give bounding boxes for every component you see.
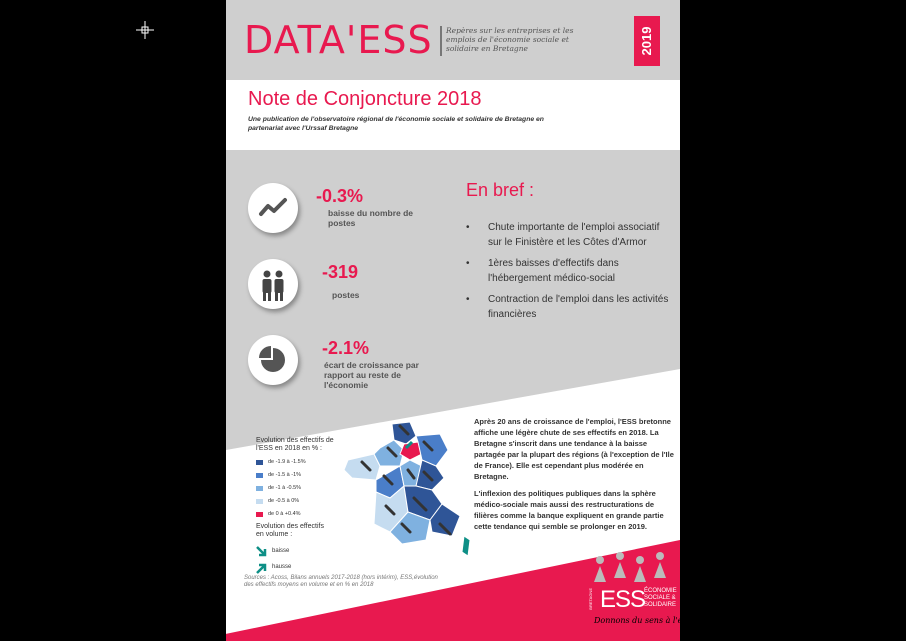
ess-logo-region: BRETAGNE (588, 588, 593, 610)
legend-swatch (256, 499, 263, 504)
analysis-paragraph: L'inflexion des politiques publiques dans la sphère médico-sociale mais aussi des restructurations de filières comme la banque expliquent en grande partie cette tendance qui semble se prolonger en 2019. (474, 489, 664, 531)
legend-volume-label: hausse (272, 564, 292, 570)
legend-label: de -1.9 à -1.5% (268, 459, 306, 465)
trend-down-icon (248, 183, 298, 233)
list-item: • 1ères baisses d'effectifs dans l'hébergement médico-social (466, 256, 671, 286)
logo-divider (440, 26, 442, 56)
legend-swatch (256, 486, 263, 491)
list-item: • Contraction de l'emploi dans les activités financières (466, 292, 671, 322)
legend-volume-label: baisse (272, 548, 290, 554)
ess-bretagne-logo (586, 548, 717, 638)
map-region-corse (462, 536, 470, 556)
logo-tagline: Repères sur les entreprises et les emplois de l'économie sociale et solidaire en Bretagne (446, 26, 574, 53)
ess-logo-subtext: ÉCONOMIE SOCIALE & SOLIDAIRE (644, 588, 677, 608)
document-page (226, 0, 717, 641)
crosshair-cursor-icon (136, 21, 154, 39)
header-band (226, 0, 680, 80)
year-badge (634, 16, 660, 66)
legend-volume-title: Evolution des effectifs en volume : (256, 523, 324, 538)
year-label: 2019 (639, 26, 654, 56)
pie-chart-icon (248, 335, 298, 385)
page-subtitle: Une publication de l'observatoire régional de l'économie sociale et solidaire de Bretagne en partenariat avec l'Urssaf Bretagne (248, 116, 544, 132)
ess-logo-slogan: Donnons du sens à l'économie (594, 616, 717, 625)
en-bref-list (466, 220, 671, 328)
list-item: • Chute importante de l'emploi associatif sur le Finistère et les Côtes d'Armor (466, 220, 671, 250)
dataess-logo: DATA'ESS (244, 18, 433, 62)
legend-title: Evolution des effectifs de l'ESS en 2018 en % : (256, 437, 334, 452)
legend-label: de -0.5 à 0% (268, 498, 300, 504)
map-region-bretagne (344, 454, 380, 480)
stat-value-postes-pct: -0.3% (316, 186, 364, 206)
sources-note: Sources : Acoss, Bilans annuels 2017-2018 (hors intérim), ESS,évolution des effectifs moyens en volume et en % en 2018 (244, 575, 438, 588)
stat-label-postes: postes (332, 290, 360, 300)
legend-label: de -1.5 à -1% (268, 472, 302, 478)
arrow-down-right-icon (256, 546, 268, 558)
en-bref-title: En bref : (466, 180, 535, 200)
legend-label: de 0 à +0.4% (268, 511, 301, 517)
legend-volume-row (256, 561, 292, 573)
legend-label: de -1 à -0.5% (268, 485, 302, 491)
stat-label-ecart: écart de croissance par rapport au reste de l'économie (324, 360, 419, 390)
stat-label-postes-pct: baisse du nombre de postes (328, 208, 414, 228)
map-region-hauts-de-france (392, 422, 416, 444)
map-region-bourgogne (416, 460, 444, 490)
legend-swatch (256, 460, 263, 465)
people-chain-icon (586, 548, 680, 588)
legend-swatch (256, 512, 263, 517)
legend-volume-row (256, 545, 290, 557)
intro-paragraph: Après 20 ans de croissance de l'emploi, l'ESS bretonne affiche une légère chute de ses effectifs en 2018. La Bretagne s'inscrit dans une tendance à la baisse partagée par la plupart des régions (à l'exception de l'Ile de France). Elle est cependant plus modérée en Bretagne. (474, 417, 674, 481)
page-title: Note de Conjoncture 2018 (248, 88, 482, 110)
map-region-normandie (374, 440, 404, 466)
ess-logo-text: ESS (600, 586, 646, 613)
france-regions-map (304, 420, 474, 560)
stat-value-postes: -319 (322, 262, 359, 282)
stat-value-ecart: -2.1% (322, 338, 370, 358)
people-icon (248, 259, 298, 309)
arrow-up-right-icon (256, 562, 268, 574)
legend-swatch (256, 473, 263, 478)
